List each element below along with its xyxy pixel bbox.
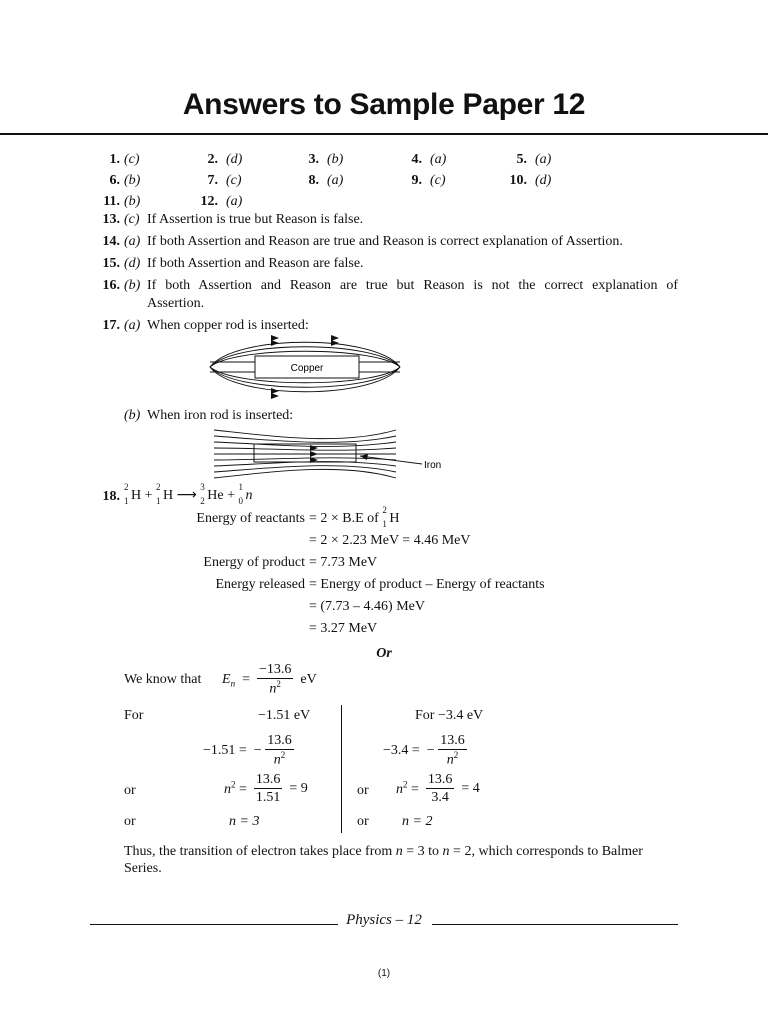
answer-text: If both Assertion and Reason are true but Reason is not the correct explanation of [147,278,678,293]
answer-number: 15. [102,256,120,271]
left-result: n = 3 [229,814,260,829]
answer-choice: (a) [226,194,243,209]
answer-choice: (b) [124,278,141,293]
energy-lhs: Energy of product [203,555,305,570]
answer-choice: (a) [535,152,552,167]
answer-number: 7. [207,173,218,188]
part-text: When iron rod is inserted: [147,408,294,423]
copper-label: Copper [290,363,324,374]
copper-rod-field-diagram [205,334,405,400]
left-equation-2: $n^2$ = $\frac{13.6}{1.51}$ = 9 [224,772,308,806]
answer-number: 10. [509,173,527,188]
answer-choice: (b) [124,194,141,209]
conclusion-text: Thus, the transition of electron takes place from n = 3 to n = 2, which corresponds to Balmer [124,844,643,859]
energy-rhs: = 2 × 2.23 MeV = 4.46 MeV [309,533,471,548]
answer-choice: (a) [430,152,447,167]
answer-choice: (c) [124,152,140,167]
footer-subject: Physics – 12 [346,912,422,928]
for-label: For [124,708,144,723]
answer-choice: (c) [430,173,446,188]
energy-rhs: = 7.73 MeV [309,555,378,570]
answer-choice: (a) [124,234,141,249]
answer-choice: (d) [535,173,552,188]
answer-choice: (b) [124,173,141,188]
iron-label: Iron [424,460,442,471]
or-separator: Or [376,646,392,661]
answer-text: If Assertion is true but Reason is false. [147,212,364,227]
energy-rhs: = 2 × B.E of 2 1 H [309,505,400,529]
answer-number: 11. [103,194,120,209]
answer-number: 4. [411,152,422,167]
answer-number: 5. [516,152,527,167]
answer-number: 16. [102,278,120,293]
page-title: Answers to Sample Paper 12 [182,88,586,121]
answer-text-continued: Assertion. [147,296,205,311]
right-equation-1: −3.4 = − $\frac{13.6}{n^2}$ [383,733,465,769]
right-result: n = 2 [402,814,433,829]
answer-choice: (d) [226,152,243,167]
answer-number: 14. [102,234,120,249]
answer-number: 6. [109,173,120,188]
part-text: When copper rod is inserted: [147,318,309,333]
answer-number: 9. [411,173,422,188]
or-label: or [357,814,369,829]
for-label: For −3.4 eV [415,708,484,723]
for-value: −1.51 eV [258,708,311,723]
or-label: or [124,783,136,798]
question-number: 17. [102,318,120,333]
answer-text: If both Assertion and Reason are true and Reason is correct explanation of Assertion. [147,234,623,249]
answer-choice: (c) [226,173,242,188]
or-label: or [124,814,136,829]
part-label: (b) [124,408,141,423]
answer-text: If both Assertion and Reason are false. [147,256,364,271]
or-label: or [357,783,369,798]
answer-choice: (d) [124,256,141,271]
answer-number: 12. [200,194,218,209]
answer-number: 1. [109,152,120,167]
answer-number: 3. [308,152,319,167]
answer-number: 8. [308,173,319,188]
answer-choice: (a) [327,173,344,188]
energy-rhs: = (7.73 – 4.46) MeV [309,599,425,614]
title-rule [0,133,768,135]
energy-lhs: Energy released [215,577,305,592]
answer-choice: (c) [124,212,140,227]
answer-choice: (b) [327,152,344,167]
iron-rod-field-diagram [210,426,460,480]
part-label: (a) [124,318,141,333]
nuclear-reaction: 2 1 H + 2 1 H ⟶ 3 2 He + 1 0 n [124,482,253,506]
conclusion-text-continued: Series. [124,861,162,876]
energy-rhs: = Energy of product – Energy of reactants [309,577,545,592]
energy-formula: $E_n$ = $\frac{-13.6}{n^2}$ eV [222,662,317,698]
column-divider [341,705,342,833]
right-equation-2: $n^2$ = $\frac{13.6}{3.4}$ = 4 [396,772,480,806]
we-know-text: We know that [124,672,202,687]
energy-lhs: Energy of reactants [196,511,305,526]
page-number: (1) [377,968,391,979]
question-number: 18. [102,489,120,504]
left-equation-1: −1.51 = − $\frac{13.6}{n^2}$ [203,733,292,769]
energy-rhs: = 3.27 MeV [309,621,378,636]
answer-number: 2. [207,152,218,167]
answer-number: 13. [102,212,120,227]
